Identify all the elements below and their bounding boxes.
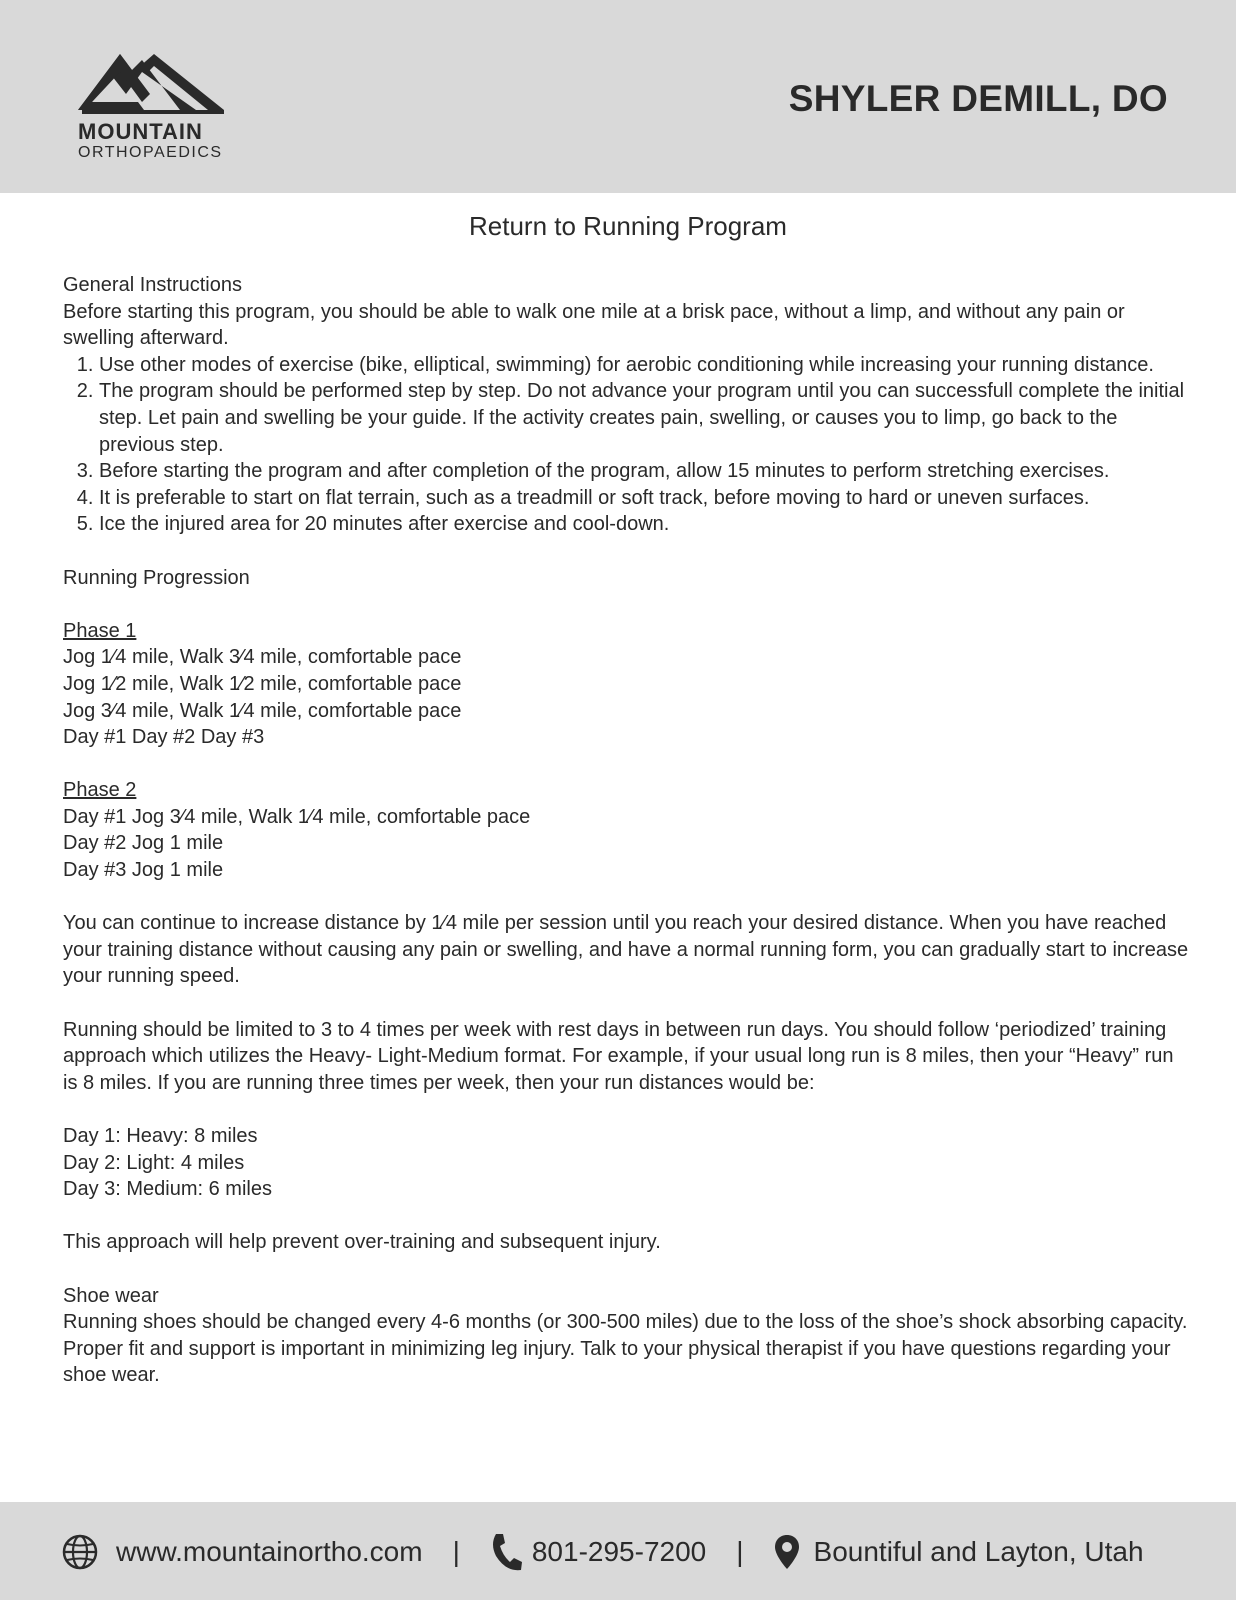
page-footer xyxy=(0,1502,1236,1600)
page-header xyxy=(0,0,1236,193)
mountain-logo-icon xyxy=(78,50,224,114)
list-item: 5. Ice the injured area for 20 minutes after exercise and cool-down. xyxy=(99,511,1193,538)
logo-name: MOUNTAIN xyxy=(78,119,203,144)
footer-separator: | xyxy=(452,1536,460,1567)
list-item: 1. Use other modes of exercise (bike, elliptical, swimming) for aerobic conditioning while increasing your running distance. xyxy=(99,352,1193,379)
mountain-orthopaedics-logo xyxy=(78,50,238,162)
list-item: 2. The program should be performed step by step. Do not advance your program until you can successfull complete the initial step. Let pain and swelling be your guide. If the activity creates pain, swelling, or causes you to limp, go back to the previous step. xyxy=(99,378,1193,458)
phase1-line: Jog 1⁄4 mile, Walk 3⁄4 mile, comfortable pace xyxy=(63,646,462,669)
document-title: Return to Running Program xyxy=(469,211,787,241)
contact-row xyxy=(62,1532,1144,1572)
phase2-line: Day #2 Jog 1 mile xyxy=(63,832,224,855)
website-link[interactable]: www.mountainortho.com xyxy=(116,1536,423,1567)
phase1-line: Day #1 Day #2 Day #3 xyxy=(63,726,265,749)
logo-subtitle: ORTHOPAEDICS xyxy=(78,144,223,161)
day-schedule-line: Day 1: Heavy: 8 miles xyxy=(63,1125,258,1147)
footer-separator: | xyxy=(736,1536,744,1567)
day-schedule-line: Day 3: Medium: 6 miles xyxy=(63,1178,272,1201)
list-item: 4. It is preferable to start on flat terrain, such as a treadmill or soft track, before moving to hard or uneven surfaces. xyxy=(99,485,1193,512)
location-text: Bountiful and Layton, Utah xyxy=(813,1536,1144,1567)
phase1-line: Jog 1⁄2 mile, Walk 1⁄2 mile, comfortable pace xyxy=(63,672,462,695)
phone-number[interactable]: 801-295-7200 xyxy=(531,1536,707,1567)
phase1-line: Jog 3⁄4 mile, Walk 1⁄4 mile, comfortable pace xyxy=(63,699,462,722)
phase2-title: Phase 2 xyxy=(63,779,137,802)
general-instructions-heading: General Instructions xyxy=(63,274,242,296)
phase2-line: Day #1 Jog 3⁄4 mile, Walk 1⁄4 mile, comfortable pace xyxy=(63,805,531,828)
globe-icon xyxy=(62,1534,98,1570)
phone-icon xyxy=(490,1532,524,1572)
phase1-title: Phase 1 xyxy=(63,619,137,642)
instructions-list xyxy=(63,352,1193,538)
shoe-wear-heading: Shoe wear xyxy=(63,1284,159,1307)
frequency-paragraph: Running should be limited to 3 to 4 times per week with rest days in between run days. You should follow ‘periodized’ training approach which utilizes the Heavy- Light-Medium format. For example, if your usual long run is 8 miles, then your “Heavy” run is 8 miles. If you are running three times per week, then your run distances would be: xyxy=(63,1018,1174,1094)
shoe-wear-paragraph: Running shoes should be changed every 4-6 months (or 300-500 miles) due to the loss of the shoe’s shock absorbing capacity. Proper fit and support is important in minimizing leg injury. Talk to your physical therapist if you have questions regarding your shoe wear. xyxy=(63,1311,1188,1387)
general-intro: Before starting this program, you should be able to walk one mile at a brisk pace, without a limp, and without any pain or swelling afterward. xyxy=(63,300,1125,350)
doctor-name: SHYLER DEMILL, DO xyxy=(788,78,1168,119)
approach-paragraph: This approach will help prevent over-training and subsequent injury. xyxy=(63,1231,661,1254)
list-item: 3. Before starting the program and after completion of the program, allow 15 minutes to perform stretching exercises. xyxy=(99,458,1193,485)
location-pin-icon xyxy=(774,1534,800,1570)
day-schedule-line: Day 2: Light: 4 miles xyxy=(63,1151,245,1174)
continue-paragraph: You can continue to increase distance by 1⁄4 mile per session until you reach your desired distance. When you have reached your training distance without causing any pain or swelling, and have a normal running form, you can gradually start to increase your running speed. xyxy=(63,912,1189,988)
document-body xyxy=(63,210,1193,1389)
phase2-line: Day #3 Jog 1 mile xyxy=(63,859,224,882)
running-progression-heading: Running Progression xyxy=(63,566,250,589)
